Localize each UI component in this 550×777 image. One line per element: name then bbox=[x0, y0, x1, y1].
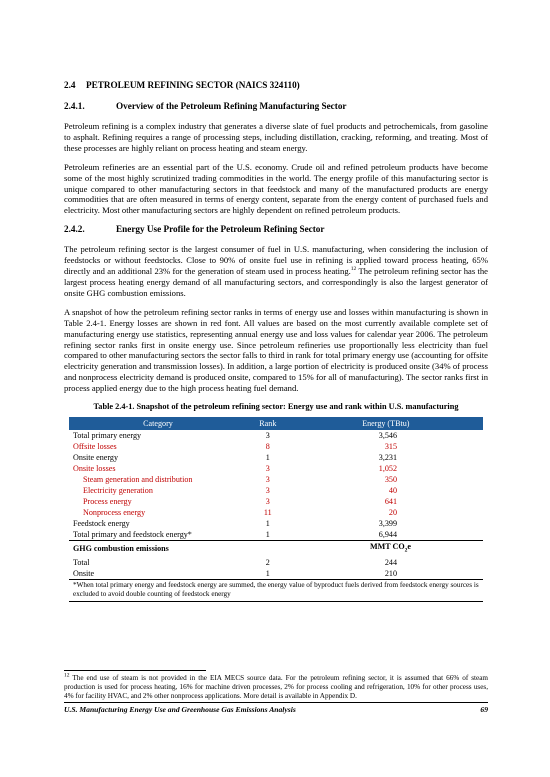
ghg-header-unit bbox=[289, 541, 483, 557]
column-header-rank: Rank bbox=[247, 417, 289, 430]
table-row bbox=[69, 568, 483, 580]
row-rank: 11 bbox=[263, 508, 272, 518]
subsection-number: 2.4.1. bbox=[64, 101, 85, 111]
table-row-loss bbox=[69, 496, 483, 507]
subsection-number: 2.4.2. bbox=[64, 224, 85, 235]
row-category: Feedstock energy bbox=[73, 519, 130, 529]
unit-subscript: 2 bbox=[404, 547, 408, 554]
table-row bbox=[69, 518, 483, 529]
ghg-header-row bbox=[69, 541, 483, 557]
row-category: Electricity generation bbox=[83, 486, 153, 496]
row-category: Nonprocess energy bbox=[83, 508, 146, 518]
row-emissions: 210 bbox=[384, 568, 397, 578]
row-energy: 315 bbox=[384, 442, 397, 452]
table-row-loss bbox=[69, 474, 483, 485]
footnote bbox=[64, 674, 488, 702]
section-number: 2.4 bbox=[64, 80, 76, 90]
table-row-loss bbox=[69, 485, 483, 496]
row-category: Total primary energy bbox=[73, 431, 142, 441]
table-row-loss bbox=[69, 463, 483, 474]
section-heading bbox=[64, 80, 488, 90]
page-number: 69 bbox=[480, 705, 488, 714]
paragraph-overview-2: Petroleum refineries are an essential part of the U.S. economy. Crude oil and refined petroleum products have become some of the most highly scrutinized trading commodities in the world. The energy profile of this manufacturing sector is unique compared to other manufacturing sectors in that feedstock and many of the manufactured products are energy commodities that are often measured in terms of energy content, separate from the energy content of purchased fuels and electricity. Most other manufacturing sectors are highly dependent on refined petroleum products. bbox=[64, 161, 488, 216]
table-row-loss bbox=[69, 441, 483, 452]
subsection-heading-overview bbox=[64, 101, 488, 111]
row-rank: 2 bbox=[265, 557, 270, 567]
row-category: Onsite energy bbox=[73, 453, 119, 463]
row-energy: 641 bbox=[384, 497, 397, 507]
footnote-divider bbox=[64, 670, 206, 671]
row-rank: 8 bbox=[265, 442, 270, 452]
row-rank: 3 bbox=[265, 486, 270, 496]
row-rank: 3 bbox=[265, 497, 270, 507]
unit-text: MMT CO bbox=[369, 542, 405, 552]
subsection-title: Overview of the Petroleum Refining Manufacturing Sector bbox=[116, 101, 347, 111]
row-rank: 1 bbox=[265, 530, 270, 540]
ghg-header-label: GHG combustion emissions bbox=[69, 541, 247, 557]
row-energy: 6,944 bbox=[378, 530, 397, 540]
subsection-heading-energy-profile bbox=[64, 224, 488, 234]
table-row bbox=[69, 557, 483, 568]
row-emissions: 244 bbox=[384, 557, 397, 567]
column-header-energy: Energy (TBtu) bbox=[289, 417, 483, 430]
row-energy: 3,546 bbox=[378, 431, 397, 441]
row-rank: 1 bbox=[265, 453, 270, 463]
footnote-text: The end use of steam is not provided in the EIA MECS source data. For the petroleum refining sector, it is assumed that 66% of steam production is used for process heating, 16% for machine driven processes, 2% for process cooling and refrigeration, 10% for other process uses, 4% for facility HVAC, and 2% other nonprocess applications. More detail is available in Appendix D. bbox=[64, 674, 488, 701]
table-row bbox=[69, 529, 483, 541]
document-body bbox=[64, 80, 488, 602]
row-category: Process energy bbox=[83, 497, 132, 507]
ghg-header-spacer bbox=[247, 541, 289, 557]
paragraph-text: The petroleum refining sector has the largest process heating energy demand of all manufacturing sectors, and correspondingly is also the largest generator of onsite GHG combustion emissions. bbox=[64, 266, 488, 298]
table-row bbox=[69, 430, 483, 441]
row-rank: 3 bbox=[265, 431, 270, 441]
column-header-category: Category bbox=[69, 417, 247, 430]
row-energy: 40 bbox=[388, 486, 397, 496]
table-row-loss bbox=[69, 507, 483, 518]
row-category: Onsite losses bbox=[73, 464, 116, 474]
footnote-number: 12 bbox=[64, 672, 70, 679]
table-note-row bbox=[69, 579, 483, 601]
row-energy: 1,052 bbox=[378, 464, 397, 474]
row-category: Steam generation and distribution bbox=[83, 475, 193, 485]
page-footer bbox=[64, 702, 488, 714]
row-rank: 1 bbox=[265, 568, 270, 578]
unit-suffix: e bbox=[407, 542, 411, 552]
subsection-title: Energy Use Profile for the Petroleum Refining Sector bbox=[116, 224, 325, 235]
row-energy: 20 bbox=[388, 508, 397, 518]
row-energy: 3,231 bbox=[378, 453, 397, 463]
row-rank: 3 bbox=[265, 464, 270, 474]
energy-snapshot-table bbox=[69, 417, 483, 602]
row-category: Onsite bbox=[73, 568, 95, 578]
table-note: *When total primary energy and feedstock energy are summed, the energy value of byproduct fuels derived from feedstock energy sources is excluded to avoid double counting of feedstock energy bbox=[69, 579, 483, 601]
row-energy: 3,399 bbox=[378, 519, 397, 529]
row-category: Total bbox=[73, 557, 90, 567]
row-category: Total primary and feedstock energy* bbox=[73, 530, 192, 540]
table-caption: Table 2.4-1. Snapshot of the petroleum refining sector: Energy use and rank within U.S. manufacturing bbox=[93, 402, 459, 412]
row-category: Offsite losses bbox=[73, 442, 117, 452]
row-rank: 3 bbox=[265, 475, 270, 485]
row-rank: 1 bbox=[265, 519, 270, 529]
row-energy: 350 bbox=[384, 475, 397, 485]
table-row bbox=[69, 452, 483, 463]
paragraph-overview-1: Petroleum refining is a complex industry that generates a diverse slate of fuel products and petrochemicals, from gasoline to asphalt. Refining requires a range of processing steps, including distillation, cracking, reforming, and treating. Most of these processes are highly reliant on process heating and steam energy. bbox=[64, 121, 488, 153]
paragraph-energy-1 bbox=[64, 244, 488, 299]
paragraph-energy-2: A snapshot of how the petroleum refining sector ranks in terms of energy use and losses within manufacturing is shown in Table 2.4-1. Energy losses are shown in red font. All values are based on the most currently available complete set of manufacturing energy use statistics, representing annual energy use and loss values for calendar year 2006. The petroleum refining sector ranks first in onsite energy use. Since petroleum refineries use proportionally less electricity than fuel compared to other manufacturing sectors the sector falls to third in rank for total primary energy use (accounting for offsite electricity generation and transmission losses). In addition, a large portion of electricity is produced onsite (34% of process and nonprocess electricity demand is produced onsite, compared to 15% for all of manufacturing). The sector ranks first in process applied energy due to the high process heating fuel demand. bbox=[64, 306, 488, 394]
paragraph-text: The petroleum refining sector is the largest consumer of fuel in U.S. manufacturing, when considering the inclusion of feedstocks or without feedstocks. Close to 90% of onsite fuel use in refining is applied toward process heating, 65% directly and an additional 23% for the generation of steam used in process heating. bbox=[64, 244, 488, 277]
footnote-reference[interactable]: 12 bbox=[350, 266, 357, 273]
table-header-row bbox=[69, 417, 483, 430]
footer-title: U.S. Manufacturing Energy Use and Greenhouse Gas Emissions Analysis bbox=[64, 705, 296, 714]
section-title: PETROLEUM REFINING SECTOR (NAICS 324110) bbox=[86, 80, 300, 90]
